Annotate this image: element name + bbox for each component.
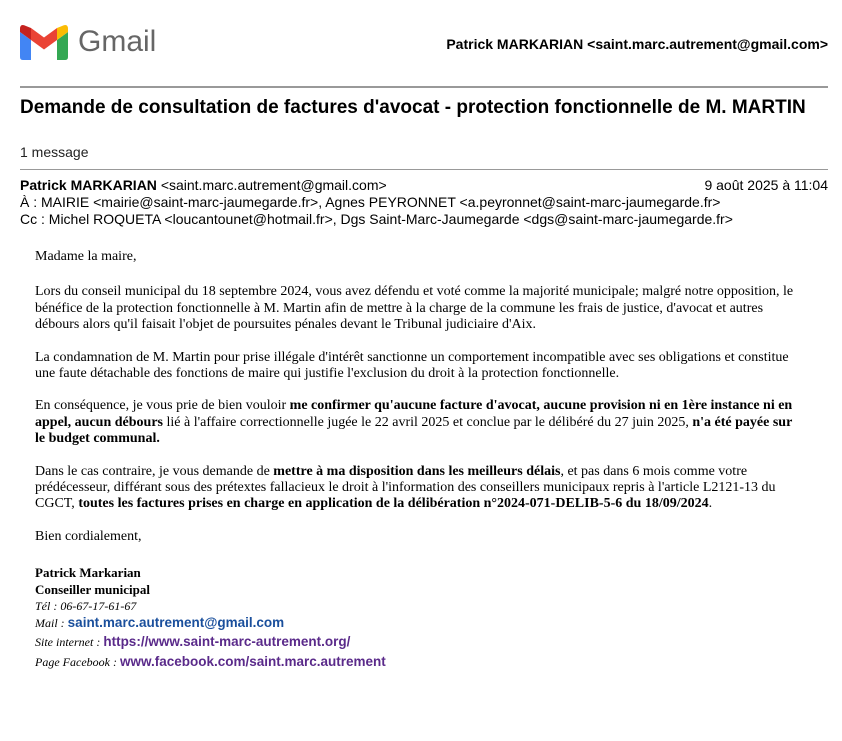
message-meta (20, 177, 828, 228)
header-divider (20, 86, 828, 88)
gmail-m-logo-icon (20, 24, 68, 60)
signature-fb-label: Page Facebook : (35, 654, 120, 669)
paragraph-4-text: Dans le cas contraire, je vous demande de (35, 463, 274, 479)
message-body (35, 249, 795, 670)
paragraph-3 (35, 398, 795, 447)
paragraph-3-emphasis: n'a été payée sur le budget communal. (35, 414, 793, 447)
sender-name: Patrick MARKARIAN (20, 177, 157, 193)
gmail-wordmark: Gmail (78, 25, 157, 58)
signature-mail-link[interactable]: saint.marc.autrement@gmail.com (67, 614, 285, 630)
account-label: Patrick MARKARIAN <saint.marc.autrement@gmail.com> (446, 36, 828, 52)
message-date: 9 août 2025 à 11:04 (704, 177, 828, 193)
signature (35, 565, 795, 670)
message-count: 1 message (20, 144, 89, 160)
paragraph-3-emphasis: me confirmer qu'aucune facture d'avocat, aucune provision ni en 1ère instance ni en appel, aucun débours (35, 398, 793, 430)
paragraph-4-text: . (708, 496, 713, 512)
signature-role: Conseiller municipal (35, 581, 150, 597)
paragraph-3-text: lié à l'affaire correctionnelle jugée le 22 avril 2025 et conclue par le délibéré du 27 juin 2025, (162, 414, 693, 430)
print-header (20, 22, 828, 66)
thread-subject: Demande de consultation de factures d'avocat - protection fonctionnelle de M. MARTIN (20, 97, 806, 118)
signature-name: Patrick Markarian (35, 565, 141, 581)
signature-tel: Tél : 06-67-17-61-67 (35, 599, 137, 614)
to-recipients: MAIRIE <mairie@saint-marc-jaumegarde.fr>, Agnes PEYRONNET <a.peyronnet@saint-marc-jaumegarde.fr> (41, 194, 721, 210)
signature-fb-link[interactable]: www.facebook.com/saint.marc.autrement (119, 653, 386, 669)
subject-divider (20, 169, 828, 170)
to-row (20, 194, 828, 211)
closing: Bien cordialement, (35, 528, 142, 544)
signature-site-link[interactable]: https://www.saint-marc-autrement.org/ (103, 634, 351, 650)
paragraph-4-emphasis: toutes les factures prises en charge en application de la délibération n°2024-071-DELIB-5-6 du 18/09/2024 (78, 496, 709, 512)
cc-row (20, 211, 828, 228)
paragraph-4-text: , et pas dans 6 mois comme votre prédécesseur, différant sous des prétextes fallacieux le droit à l'information des conseillers municipaux repris à l'article L2121-13 du CGCT, (35, 463, 776, 512)
signature-site-label: Site internet : (35, 635, 104, 650)
to-label: À : (20, 194, 38, 210)
paragraph-1: Lors du conseil municipal du 18 septembre 2024, vous avez défendu et voté comme la majorité municipale; malgré notre opposition, le bénéfice de la protection fonctionnelle à M. Martin afin de mettre à la charge de la commune les frais de justice, d'avocat et autres débours alors qu'il faisait l'objet de poursuites pénales devant le Tribunal judiciaire d'Aix. (35, 284, 794, 333)
paragraph-4-emphasis: mettre à ma disposition dans les meilleurs délais (273, 463, 561, 479)
signature-mail-label: Mail : (35, 615, 68, 630)
paragraph-4 (35, 464, 795, 513)
paragraph-3-text: En conséquence, je vous prie de bien vouloir (35, 398, 290, 414)
paragraph-2: La condamnation de M. Martin pour prise illégale d'intérêt sanctionne un comportement incompatible avec ses obligations et constitue une faute détachable des fonctions de maire qui justifie l'exclusion du droit à la protection fonctionnelle. (35, 349, 789, 382)
cc-recipients: Michel ROQUETA <loucantounet@hotmail.fr>, Dgs Saint-Marc-Jaumegarde <dgs@saint-marc-jaumegarde.fr> (48, 211, 733, 227)
sender-email: <saint.marc.autrement@gmail.com> (160, 177, 387, 193)
greeting: Madame la maire, (35, 249, 137, 264)
cc-label: Cc : (20, 211, 45, 227)
